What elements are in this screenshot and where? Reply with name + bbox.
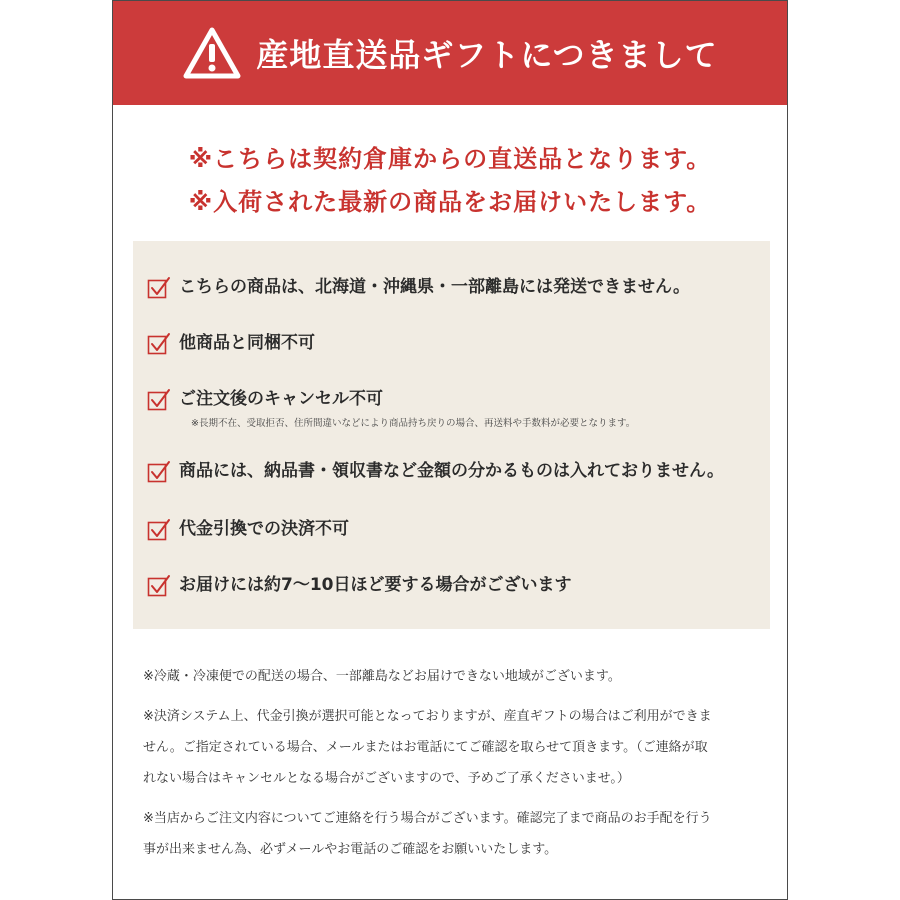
- checkbox-checked-icon: [147, 276, 171, 300]
- footnote: [143, 661, 763, 692]
- checklist-item: [147, 459, 724, 484]
- notice-line: ※こちらは契約倉庫からの直送品となります。: [188, 145, 712, 173]
- footnote: [143, 701, 763, 794]
- notice-card: [112, 0, 788, 900]
- checklist-item-label: ご注文後のキャンセル不可: [179, 389, 383, 409]
- footnote-line: 事が出来ません為、必ずメールやお電話のご確認をお願いいたします。: [143, 842, 558, 857]
- footnote: [143, 803, 763, 865]
- footnote-line: ※冷蔵・冷凍便での配送の場合、一部離島などお届けできない地域がございます。: [143, 669, 621, 684]
- checklist-item-label: お届けには約7〜10日ほど要する場合がございます: [179, 575, 572, 595]
- checkbox-checked-icon: [147, 388, 171, 412]
- checklist-item-label: 代金引換での決済不可: [179, 519, 349, 539]
- footnote-line: れない場合はキャンセルとなる場合がございますので、予めご了承くださいませ。）: [143, 771, 630, 786]
- checklist-item-label: 他商品と同梱不可: [179, 333, 315, 353]
- checklist-panel: [133, 241, 770, 629]
- checkbox-checked-icon: [147, 460, 171, 484]
- checklist-item: [147, 331, 315, 356]
- checklist-item: [147, 517, 349, 542]
- checkbox-checked-icon: [147, 574, 171, 598]
- header-banner: [113, 1, 787, 105]
- footnotes: [143, 661, 763, 874]
- checkbox-checked-icon: [147, 518, 171, 542]
- checklist-item-note: ※長期不在、受取拒否、住所間違いなどにより商品持ち戻りの場合、再送料や手数料が必要となります。: [191, 418, 636, 429]
- footnote-line: ※当店からご注文内容についてご連絡を行う場合がございます。確認完了まで商品のお手配を行う: [143, 811, 712, 826]
- checklist-item: [147, 275, 690, 300]
- checklist-item-label: 商品には、納品書・領収書など金額の分かるものは入れておりません。: [179, 461, 725, 481]
- checklist-item: [147, 573, 572, 598]
- page-title: 産地直送品ギフトにつきまして: [256, 36, 718, 74]
- checkbox-checked-icon: [147, 332, 171, 356]
- checklist-item: [147, 387, 636, 429]
- footnote-line: せん。ご指定されている場合、メールまたはお電話にてご確認を取らせて頂きます。（ご連絡が取: [143, 740, 708, 755]
- warning-triangle-icon: [182, 26, 242, 80]
- footnote-line: ※決済システム上、代金引換が選択可能となっておりますが、産直ギフトの場合はご利用ができま: [143, 709, 712, 724]
- checklist-item-label: こちらの商品は、北海道・沖縄県・一部離島には発送できません。: [179, 277, 691, 297]
- notice-line: ※入荷された最新の商品をお届けいたします。: [188, 188, 712, 216]
